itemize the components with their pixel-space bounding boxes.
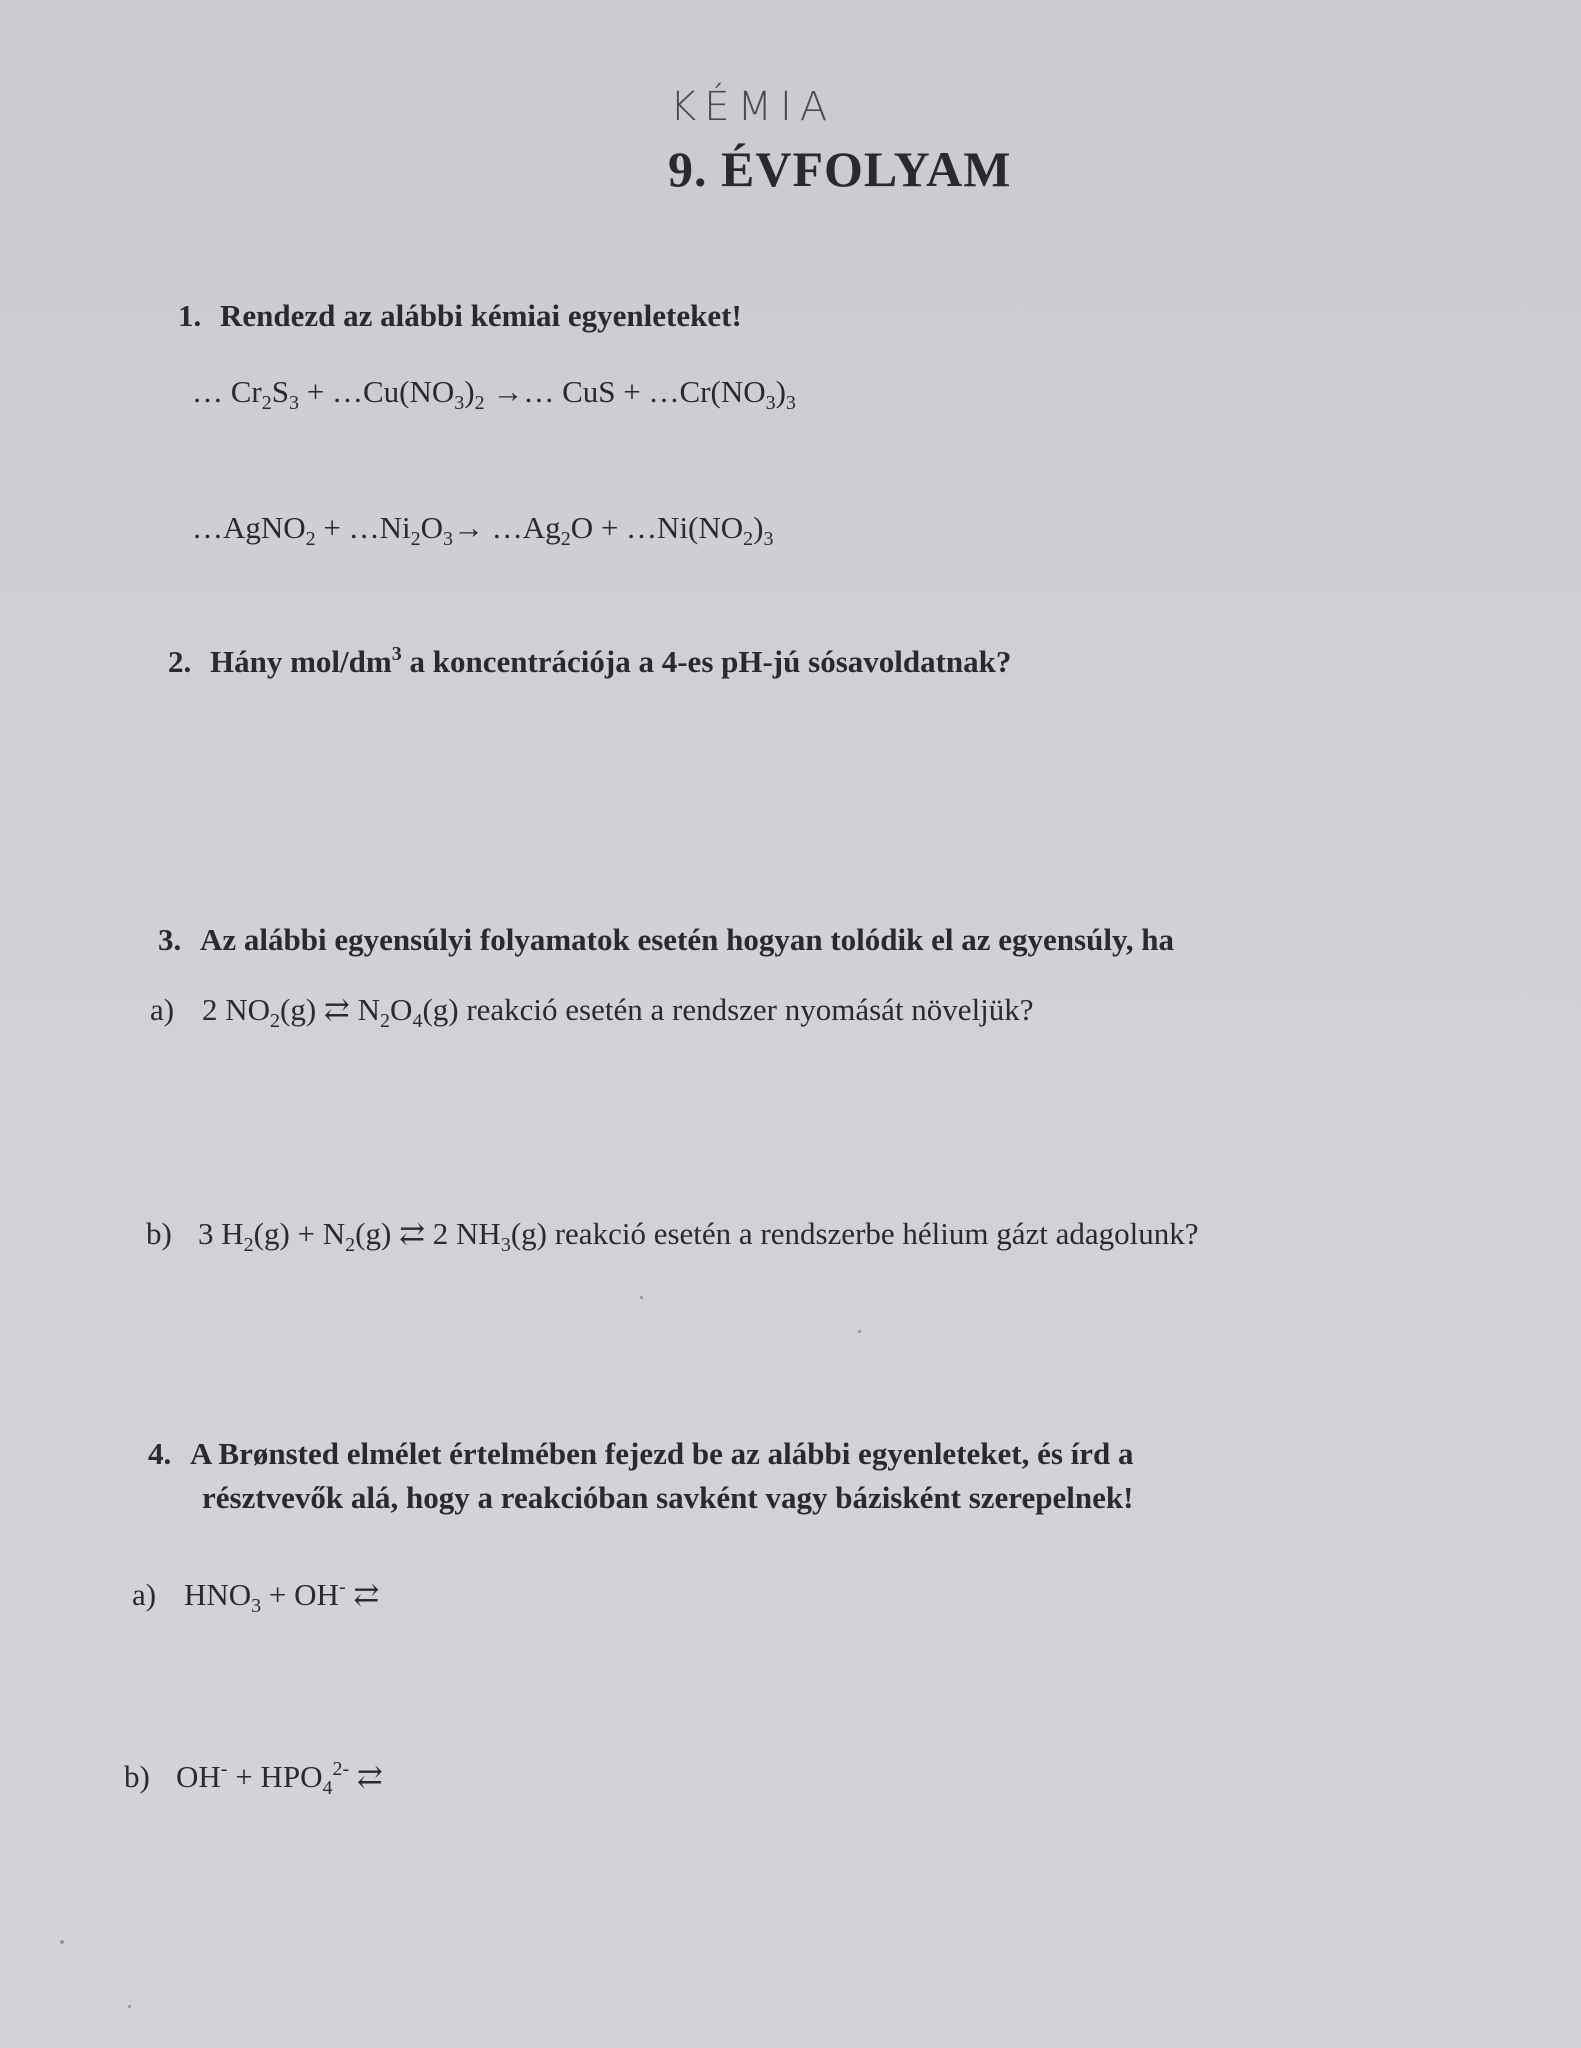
q3a-part: (g) reakció esetén a rendszer nyomását növeljük? <box>422 992 1034 1027</box>
eq1-sub: 2 <box>261 392 272 414</box>
q4a-part: + OH <box>261 1577 339 1612</box>
paper-speck <box>640 1296 643 1299</box>
q4b-part: OH <box>176 1759 221 1794</box>
question-4b <box>124 1758 383 1800</box>
q3b-part: (g) reakció esetén a rendszerbe hélium gázt adagolunk? <box>510 1216 1199 1251</box>
page-heading: 9. ÉVFOLYAM <box>668 141 1012 197</box>
q3a-sub: 2 <box>270 1010 281 1032</box>
q3b-sub: 3 <box>500 1234 511 1256</box>
question-2-text: a koncentrációja a 4-es pH-jú sósavoldatnak? <box>401 644 1012 679</box>
eq2-part: O <box>420 510 444 545</box>
q3a-part: (g) ⇄ N <box>280 992 381 1027</box>
eq1-sub: 3 <box>785 392 796 414</box>
eq2-part: …AgNO <box>192 510 306 545</box>
question-4b-label: b) <box>124 1759 150 1794</box>
q4b-sub: 4 <box>322 1777 333 1799</box>
eq1-part: S <box>271 374 289 409</box>
eq1-sub: 3 <box>765 392 776 414</box>
eq1-part: … Cr <box>192 374 262 409</box>
question-1-number: 1. <box>178 298 202 333</box>
eq1-sub: 2 <box>474 392 485 414</box>
eq1-part: + …Cu(NO <box>299 374 455 409</box>
q3b-part: 3 H <box>198 1216 244 1251</box>
paper-speck <box>128 2005 131 2008</box>
q4b-sup: - <box>220 1758 228 1780</box>
equation-1 <box>192 374 796 415</box>
eq2-part: ) <box>753 510 764 545</box>
paper-speck <box>858 1330 861 1333</box>
eq1-sub: 3 <box>289 392 299 414</box>
q3a-sub: 2 <box>380 1010 391 1032</box>
eq2-sub: 2 <box>743 528 754 550</box>
question-4-continued <box>202 1480 1133 1516</box>
q3b-sub: 2 <box>345 1234 356 1256</box>
question-2-number: 2. <box>168 644 192 679</box>
eq2-sub: 2 <box>305 528 316 550</box>
question-2-sup: 3 <box>391 643 402 665</box>
question-3a-label: a) <box>150 992 175 1027</box>
q4a-part: ⇄ <box>345 1577 380 1612</box>
question-4 <box>148 1436 1134 1472</box>
question-2 <box>168 643 1011 680</box>
eq1-sub: 3 <box>454 392 465 414</box>
handwritten-title: KÉMIA <box>670 84 836 130</box>
q3b-sub: 2 <box>243 1234 254 1256</box>
eq1-part: →… CuS + …Cr(NO <box>484 374 766 409</box>
question-4-line-2: résztvevők alá, hogy a reakcióban savként vagy bázisként szerepelnek! <box>202 1480 1134 1515</box>
question-4-line-1: A Brønsted elmélet értelmében fejezd be az alábbi egyenleteket, és írd a <box>190 1436 1134 1471</box>
paper-speck <box>60 1940 64 1944</box>
q3a-part: 2 NO <box>202 992 271 1027</box>
eq2-part: O + …Ni(NO <box>570 510 744 545</box>
question-4-number: 4. <box>148 1436 172 1471</box>
eq2-sub: 3 <box>443 528 454 550</box>
q3b-part: (g) + N <box>253 1216 346 1251</box>
q4b-part: + HPO <box>227 1759 323 1794</box>
question-3-text: Az alábbi egyensúlyi folyamatok esetén hogyan tolódik el az egyensúly, ha <box>200 922 1174 957</box>
question-1 <box>178 298 742 334</box>
q4a-sup: - <box>338 1576 346 1598</box>
q4b-part: ⇄ <box>349 1759 383 1794</box>
question-1-text: Rendezd az alábbi kémiai egyenleteket! <box>220 298 742 333</box>
eq2-sub: 3 <box>763 528 774 550</box>
question-3b <box>146 1216 1199 1257</box>
q3a-sub: 4 <box>412 1010 423 1032</box>
q4b-sup: 2- <box>332 1758 350 1780</box>
eq1-part: ) <box>464 374 475 409</box>
q3b-part: (g) ⇄ 2 NH <box>355 1216 501 1251</box>
q4a-part: HNO <box>184 1577 252 1612</box>
question-3b-label: b) <box>146 1216 172 1251</box>
eq2-sub: 2 <box>560 528 571 550</box>
question-2-text: Hány mol/dm <box>210 644 392 679</box>
question-3 <box>158 922 1174 958</box>
q4a-sub: 3 <box>251 1595 262 1617</box>
question-3a <box>150 992 1034 1033</box>
question-4a <box>132 1576 379 1618</box>
q3a-part: O <box>390 992 413 1027</box>
question-3-number: 3. <box>158 922 182 957</box>
eq2-part: + …Ni <box>315 510 411 545</box>
question-4a-label: a) <box>132 1577 157 1612</box>
eq2-part: → …Ag <box>453 510 561 545</box>
equation-2 <box>192 510 773 551</box>
eq1-part: ) <box>775 374 786 409</box>
eq2-sub: 2 <box>410 528 421 550</box>
